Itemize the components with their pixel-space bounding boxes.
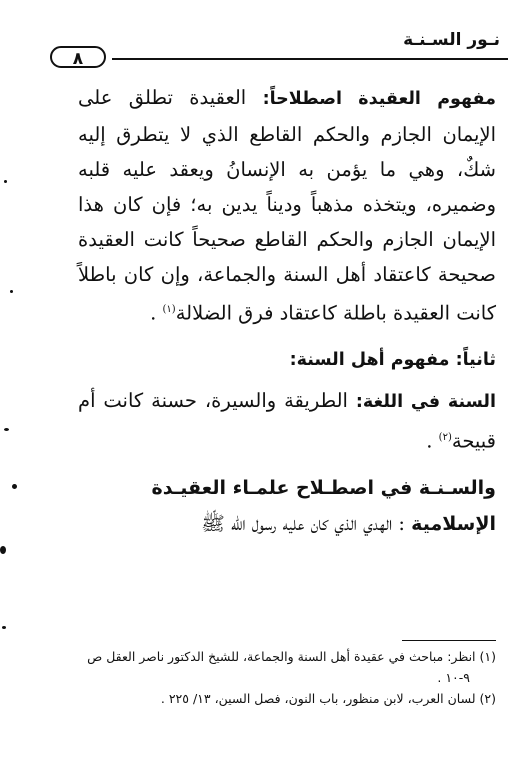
scan-speck [12, 484, 17, 489]
section-heading: ثانياً: مفهوم أهل السنة: [289, 349, 496, 370]
header-rule [112, 58, 508, 60]
footnote-1: (١) انظر: مباحث في عقيدة أهل السنة والجماعة، للشيخ الدكتور ناصر العقل ص ٩-١٠ . [87, 649, 496, 685]
footnote-ref-2: (٢) [438, 431, 452, 443]
footnotes [60, 646, 496, 709]
scan-speck [0, 546, 6, 554]
body-text [78, 80, 496, 542]
page-header [50, 28, 508, 68]
footnote-2: (٢) لسان العرب، لابن منظور، باب النون، فصل السين، ١٣/ ٢٢٥ . [160, 691, 496, 706]
paragraph-end-2: . [426, 429, 439, 452]
footnote-ref-1: (١) [162, 304, 176, 315]
page-number-badge: ٨ [50, 46, 106, 68]
footnote-separator [402, 640, 496, 641]
paragraph-definition [78, 80, 496, 331]
definition-text: العقيدة تطلق على الإيمان الجازم والحكم القاطع الذي لا يتطرق إليه شكٌ، وهي ما يؤمن به الإنسانُ ويعقد عليه قلبه وضميره، ويتخذه مذهباً وديناً يدين به؛ فإن كان هذا الإيمان الجازم والحكم القاطع صحيحاً كانت العقيدة صحيحة كاعتقاد أهل السنة والجماعة، وإن كان باطلاً كانت العقيدة باطلة كاعتقاد فرق الضلالة [78, 86, 496, 325]
scan-speck [10, 290, 13, 293]
term-sunnah-language: السنة في اللغة: [355, 391, 497, 412]
scan-speck [4, 180, 7, 183]
sunnah-language-text: الطريقة والسيرة، حسنة كانت أم قبيحة [78, 388, 496, 452]
paragraph-sunnah-language [78, 383, 496, 459]
scan-speck [2, 626, 6, 629]
scan-speck [4, 428, 9, 431]
term-creed-definition: مفهوم العقيدة اصطلاحاً: [262, 89, 496, 109]
book-title: نـور السـنـة [403, 30, 500, 50]
term-islamic: الإسلامية [411, 513, 496, 535]
paragraph-end: . [150, 301, 163, 325]
sunnah-term-text: : الهدي الذي كان عليه رسول الله ﷺ [201, 512, 412, 535]
paragraph-sunnah-term [78, 470, 496, 542]
sunnah-term-intro: والسـنـة في اصطـلاح علمـاء العقيـدة [151, 477, 496, 499]
